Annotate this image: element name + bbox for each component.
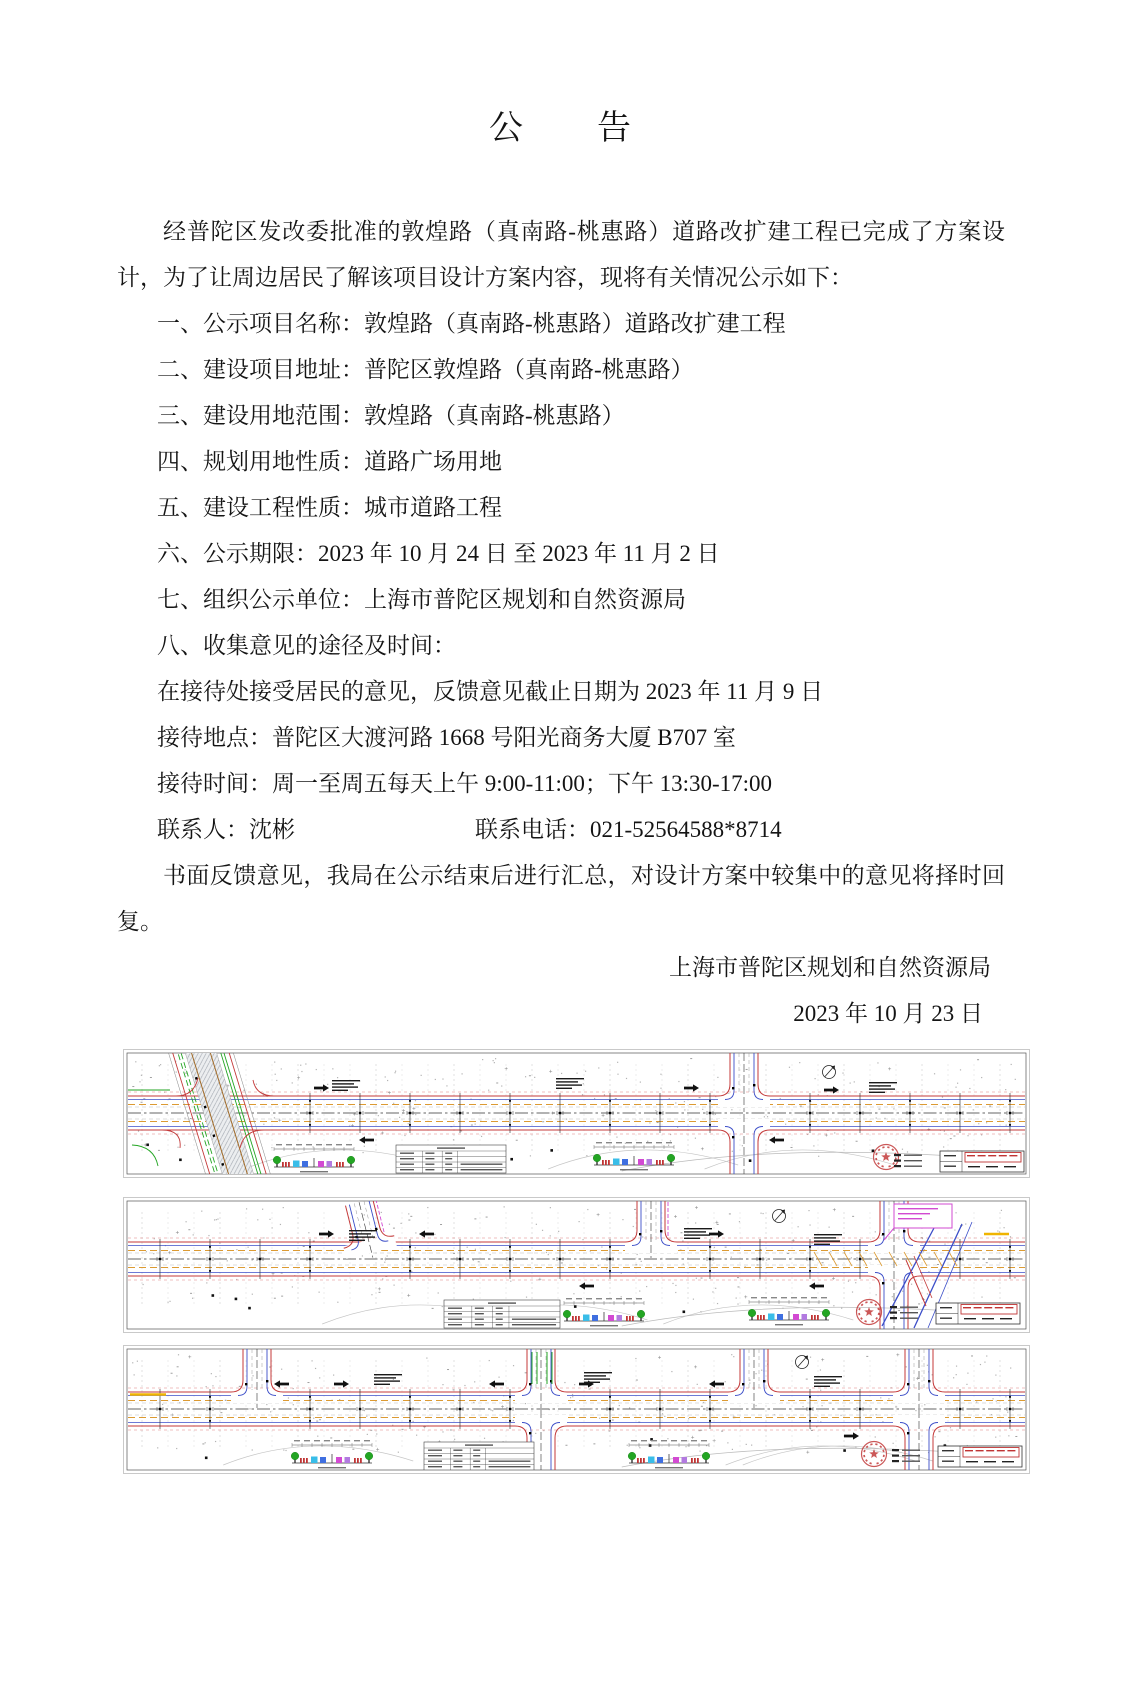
road-plan-drawing-3 (123, 1345, 1030, 1474)
item-land-use-nature: 四、规划用地性质：道路广场用地 (157, 449, 502, 474)
signature-date: 2023 年 10 月 23 日 (793, 1001, 983, 1026)
signature-organization: 上海市普陀区规划和自然资源局 (669, 955, 991, 980)
road-plan-svg-2 (124, 1198, 1029, 1332)
feedback-method-line: 在接待处接受居民的意见，反馈意见截止日期为 2023 年 11 月 9 日 (157, 679, 824, 704)
contact-person: 联系人：沈彬 (157, 817, 295, 842)
item-project-name: 一、公示项目名称：敦煌路（真南路-桃惠路）道路改扩建工程 (157, 311, 786, 336)
road-plan-svg-1 (124, 1050, 1029, 1177)
closing-paragraph: 书面反馈意见，我局在公示结束后进行汇总，对设计方案中较集中的意见将择时回复。 (117, 863, 1005, 934)
notice-page (0, 100, 1122, 1474)
item-feedback-channels: 八、收集意见的途径及时间： (157, 633, 456, 658)
item-project-nature: 五、建设工程性质：城市道路工程 (157, 495, 502, 520)
contact-row (117, 807, 1005, 853)
item-land-scope: 三、建设用地范围：敦煌路（真南路-桃惠路） (157, 403, 625, 428)
intro-paragraph: 经普陀区发改委批准的敦煌路（真南路-桃惠路）道路改扩建工程已完成了方案设计，为了让周边居民了解该项目设计方案内容，现将有关情况公示如下： (117, 219, 1005, 290)
item-project-address: 二、建设项目地址：普陀区敦煌路（真南路-桃惠路） (157, 357, 694, 382)
reception-time-line: 接待时间：周一至周五每天上午 9:00-11:00；下午 13:30-17:00 (157, 771, 773, 796)
notice-body (0, 209, 1122, 1037)
reception-address-line: 接待地点：普陀区大渡河路 1668 号阳光商务大厦 B707 室 (157, 725, 736, 750)
road-plan-svg-3 (124, 1346, 1029, 1473)
page-title: 公 告 (489, 110, 633, 147)
road-plan-drawing-2 (123, 1197, 1030, 1333)
road-plan-drawing-1 (123, 1049, 1030, 1178)
item-organizer: 七、组织公示单位：上海市普陀区规划和自然资源局 (157, 587, 686, 612)
contact-phone: 联系电话：021-52564588*8714 (475, 817, 782, 842)
item-notice-period: 六、公示期限：2023 年 10 月 24 日 至 2023 年 11 月 2 日 (157, 541, 720, 566)
